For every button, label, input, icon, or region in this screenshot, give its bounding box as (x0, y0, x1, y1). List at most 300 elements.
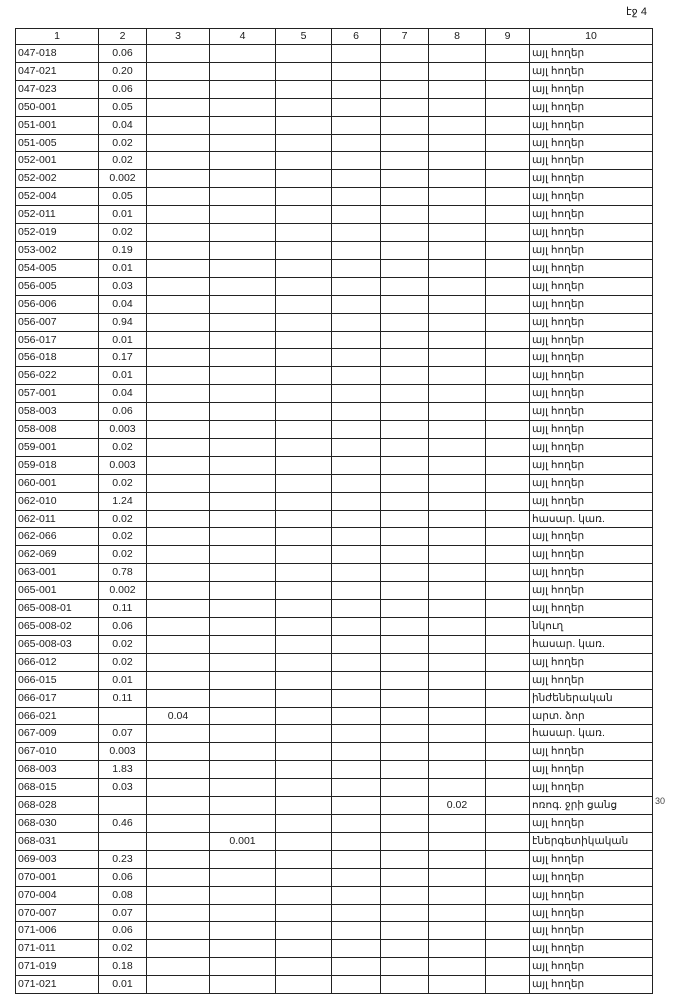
col8-cell (429, 635, 486, 653)
land-type-cell: էներգետիկական (530, 832, 653, 850)
col3-cell (147, 653, 210, 671)
col8-cell (429, 940, 486, 958)
land-type-cell: այլ հողեր (530, 438, 653, 456)
col3-cell (147, 850, 210, 868)
land-type-cell: այլ հողեր (530, 922, 653, 940)
col7-cell (381, 152, 429, 170)
table-row (16, 385, 653, 403)
col3-cell (147, 62, 210, 80)
parcel-code-cell: 071-019 (16, 958, 99, 976)
col9-cell (486, 618, 530, 636)
table-row (16, 152, 653, 170)
area-cell: 0.02 (99, 134, 147, 152)
area-cell: 0.03 (99, 779, 147, 797)
col6-cell (332, 582, 381, 600)
col9-cell (486, 850, 530, 868)
parcel-code-cell: 047-023 (16, 80, 99, 98)
table-row (16, 797, 653, 815)
table-row (16, 474, 653, 492)
col9-cell (486, 224, 530, 242)
col4-cell (210, 653, 276, 671)
table-row (16, 564, 653, 582)
table-row (16, 922, 653, 940)
parcel-code-cell: 068-030 (16, 814, 99, 832)
col7-cell (381, 814, 429, 832)
col5-cell (276, 779, 332, 797)
area-cell (99, 797, 147, 815)
land-type-cell: այլ հողեր (530, 761, 653, 779)
table-row (16, 510, 653, 528)
col9-cell (486, 635, 530, 653)
col6-cell (332, 546, 381, 564)
col7-cell (381, 206, 429, 224)
table-row (16, 80, 653, 98)
col3-cell (147, 832, 210, 850)
col9-cell (486, 116, 530, 134)
parcel-code-cell: 047-021 (16, 62, 99, 80)
col8-cell (429, 868, 486, 886)
area-cell: 0.07 (99, 725, 147, 743)
col5-cell (276, 45, 332, 63)
land-type-cell: այլ հողեր (530, 958, 653, 976)
col5-cell (276, 403, 332, 421)
area-cell: 0.02 (99, 653, 147, 671)
col7-cell (381, 331, 429, 349)
col4-cell (210, 134, 276, 152)
col4-cell (210, 725, 276, 743)
col8-cell (429, 492, 486, 510)
land-type-cell: այլ հողեր (530, 313, 653, 331)
col9-cell (486, 331, 530, 349)
area-cell: 0.01 (99, 976, 147, 994)
col9-cell (486, 886, 530, 904)
col3-cell (147, 582, 210, 600)
col3-cell (147, 456, 210, 474)
col9-cell (486, 940, 530, 958)
col3-cell (147, 438, 210, 456)
col7-cell (381, 976, 429, 994)
parcel-code-cell: 071-011 (16, 940, 99, 958)
parcel-code-cell: 067-010 (16, 743, 99, 761)
col3-cell (147, 814, 210, 832)
col7-cell (381, 259, 429, 277)
col8-cell (429, 241, 486, 259)
col4-cell (210, 331, 276, 349)
col5-cell (276, 832, 332, 850)
col5-cell (276, 170, 332, 188)
col3-cell (147, 295, 210, 313)
page-number: էջ 4 (626, 6, 647, 18)
col6-cell (332, 188, 381, 206)
land-type-cell: այլ հողեր (530, 45, 653, 63)
col6-cell (332, 421, 381, 439)
land-type-cell: այլ հողեր (530, 277, 653, 295)
col9-cell (486, 438, 530, 456)
col3-cell (147, 510, 210, 528)
col4-cell (210, 671, 276, 689)
col4-cell (210, 618, 276, 636)
area-cell: 0.06 (99, 45, 147, 63)
col8-cell: 0.02 (429, 797, 486, 815)
col4-cell (210, 546, 276, 564)
col9-cell (486, 134, 530, 152)
col4-cell (210, 456, 276, 474)
land-type-cell: այլ հողեր (530, 134, 653, 152)
col6-cell (332, 224, 381, 242)
col9-cell (486, 600, 530, 618)
parcel-code-cell: 052-004 (16, 188, 99, 206)
table-row (16, 814, 653, 832)
table-row (16, 367, 653, 385)
col3-cell (147, 976, 210, 994)
col4-cell (210, 349, 276, 367)
land-type-cell: այլ հողեր (530, 474, 653, 492)
area-cell: 0.03 (99, 277, 147, 295)
col4-cell (210, 224, 276, 242)
col8-cell (429, 689, 486, 707)
col8-cell (429, 170, 486, 188)
col3-cell (147, 564, 210, 582)
table-row (16, 940, 653, 958)
col3-cell (147, 689, 210, 707)
land-type-cell: այլ հողեր (530, 367, 653, 385)
col8-cell (429, 707, 486, 725)
col5-cell (276, 134, 332, 152)
col4-cell (210, 385, 276, 403)
col8-cell (429, 367, 486, 385)
col8-cell (429, 510, 486, 528)
area-cell: 0.07 (99, 904, 147, 922)
col5-cell (276, 940, 332, 958)
col5-cell (276, 62, 332, 80)
col9-cell (486, 313, 530, 331)
col3-cell (147, 761, 210, 779)
col6-cell (332, 761, 381, 779)
col9-cell (486, 98, 530, 116)
col6-cell (332, 707, 381, 725)
land-type-cell: արտ. ձոր (530, 707, 653, 725)
parcel-code-cell: 054-005 (16, 259, 99, 277)
table-row (16, 45, 653, 63)
land-type-cell: այլ հողեր (530, 940, 653, 958)
col9-cell (486, 779, 530, 797)
col5-cell (276, 456, 332, 474)
col6-cell (332, 277, 381, 295)
land-type-cell: այլ հողեր (530, 743, 653, 761)
col9-cell (486, 492, 530, 510)
col8-cell (429, 134, 486, 152)
parcel-code-cell: 062-069 (16, 546, 99, 564)
table-row (16, 188, 653, 206)
col4-cell (210, 689, 276, 707)
col3-cell (147, 116, 210, 134)
col4-cell (210, 45, 276, 63)
col3-cell (147, 797, 210, 815)
col3-cell (147, 600, 210, 618)
land-type-cell: այլ հողեր (530, 564, 653, 582)
col8-cell (429, 474, 486, 492)
table-row (16, 62, 653, 80)
col3-cell (147, 134, 210, 152)
col4-cell (210, 922, 276, 940)
col4-cell (210, 779, 276, 797)
land-type-cell: այլ հողեր (530, 421, 653, 439)
col8-cell (429, 618, 486, 636)
col3-cell (147, 868, 210, 886)
col9-cell (486, 814, 530, 832)
col9-cell (486, 403, 530, 421)
col7-cell (381, 958, 429, 976)
area-cell: 0.003 (99, 421, 147, 439)
area-cell: 0.05 (99, 188, 147, 206)
col6-cell (332, 904, 381, 922)
col6-cell (332, 653, 381, 671)
margin-mark: 30 (655, 796, 666, 806)
area-cell: 0.11 (99, 600, 147, 618)
col5-cell (276, 546, 332, 564)
col9-cell (486, 385, 530, 403)
col5-cell (276, 116, 332, 134)
area-cell: 0.06 (99, 868, 147, 886)
land-type-cell: հասար. կառ. (530, 510, 653, 528)
col5-cell (276, 725, 332, 743)
col5-cell (276, 349, 332, 367)
col9-cell (486, 671, 530, 689)
col7-cell (381, 367, 429, 385)
col3-cell (147, 940, 210, 958)
col5-cell (276, 98, 332, 116)
col7-cell (381, 546, 429, 564)
col7-cell (381, 295, 429, 313)
col6-cell (332, 779, 381, 797)
col5-cell (276, 689, 332, 707)
col4-cell (210, 295, 276, 313)
column-header: 7 (381, 29, 429, 45)
col6-cell (332, 456, 381, 474)
col6-cell (332, 80, 381, 98)
table-row (16, 725, 653, 743)
land-type-cell: այլ հողեր (530, 779, 653, 797)
col8-cell (429, 832, 486, 850)
land-type-cell: հասար. կառ. (530, 725, 653, 743)
table-row (16, 313, 653, 331)
col9-cell (486, 277, 530, 295)
col5-cell (276, 438, 332, 456)
col7-cell (381, 689, 429, 707)
col4-cell (210, 600, 276, 618)
col5-cell (276, 671, 332, 689)
parcel-code-cell: 068-015 (16, 779, 99, 797)
col5-cell (276, 976, 332, 994)
col5-cell (276, 510, 332, 528)
col8-cell (429, 80, 486, 98)
table-row (16, 600, 653, 618)
land-type-cell: այլ հողեր (530, 671, 653, 689)
col7-cell (381, 313, 429, 331)
col6-cell (332, 45, 381, 63)
area-cell: 0.46 (99, 814, 147, 832)
area-cell: 0.06 (99, 922, 147, 940)
parcel-code-cell: 065-008-01 (16, 600, 99, 618)
col7-cell (381, 832, 429, 850)
parcel-code-cell: 070-001 (16, 868, 99, 886)
col6-cell (332, 116, 381, 134)
area-cell: 0.02 (99, 152, 147, 170)
col5-cell (276, 814, 332, 832)
table-row (16, 421, 653, 439)
parcel-code-cell: 065-008-03 (16, 635, 99, 653)
land-type-cell: այլ հողեր (530, 814, 653, 832)
col8-cell (429, 206, 486, 224)
land-type-cell: այլ հողեր (530, 206, 653, 224)
parcel-code-cell: 063-001 (16, 564, 99, 582)
parcel-code-cell: 056-017 (16, 331, 99, 349)
col9-cell (486, 958, 530, 976)
col7-cell (381, 564, 429, 582)
parcel-code-cell: 052-019 (16, 224, 99, 242)
col6-cell (332, 976, 381, 994)
parcel-code-cell: 069-003 (16, 850, 99, 868)
col9-cell (486, 206, 530, 224)
col7-cell (381, 403, 429, 421)
col8-cell (429, 761, 486, 779)
col4-cell (210, 510, 276, 528)
col8-cell (429, 349, 486, 367)
col7-cell (381, 385, 429, 403)
col9-cell (486, 725, 530, 743)
parcel-code-cell: 052-001 (16, 152, 99, 170)
col8-cell (429, 904, 486, 922)
col5-cell (276, 797, 332, 815)
column-header: 8 (429, 29, 486, 45)
col3-cell (147, 635, 210, 653)
table-row (16, 958, 653, 976)
col4-cell (210, 850, 276, 868)
col9-cell (486, 707, 530, 725)
col6-cell (332, 743, 381, 761)
col4-cell (210, 259, 276, 277)
col7-cell (381, 743, 429, 761)
area-cell: 0.04 (99, 385, 147, 403)
col9-cell (486, 188, 530, 206)
col4-cell (210, 277, 276, 295)
area-cell: 0.04 (99, 116, 147, 134)
col4-cell (210, 241, 276, 259)
parcel-code-cell: 062-010 (16, 492, 99, 510)
col3-cell (147, 98, 210, 116)
col7-cell (381, 528, 429, 546)
col6-cell (332, 385, 381, 403)
parcel-code-cell: 051-001 (16, 116, 99, 134)
col3-cell (147, 152, 210, 170)
col3-cell (147, 313, 210, 331)
col9-cell (486, 743, 530, 761)
col6-cell (332, 331, 381, 349)
area-cell: 1.83 (99, 761, 147, 779)
area-cell: 0.02 (99, 510, 147, 528)
parcel-code-cell: 056-007 (16, 313, 99, 331)
table-row (16, 98, 653, 116)
parcel-code-cell: 065-001 (16, 582, 99, 600)
col7-cell (381, 188, 429, 206)
col9-cell (486, 474, 530, 492)
col8-cell (429, 653, 486, 671)
area-cell: 0.20 (99, 62, 147, 80)
col4-cell (210, 438, 276, 456)
col7-cell (381, 116, 429, 134)
col4-cell (210, 976, 276, 994)
col5-cell (276, 743, 332, 761)
col5-cell (276, 618, 332, 636)
col4-cell (210, 886, 276, 904)
col8-cell (429, 743, 486, 761)
col8-cell (429, 850, 486, 868)
col5-cell (276, 474, 332, 492)
parcel-code-cell: 058-008 (16, 421, 99, 439)
area-cell: 0.02 (99, 940, 147, 958)
table-row (16, 707, 653, 725)
table-row (16, 653, 653, 671)
parcel-code-cell: 050-001 (16, 98, 99, 116)
col3-cell (147, 403, 210, 421)
col5-cell (276, 241, 332, 259)
col6-cell (332, 98, 381, 116)
col4-cell (210, 635, 276, 653)
table-row (16, 528, 653, 546)
land-type-cell: այլ հողեր (530, 976, 653, 994)
col7-cell (381, 349, 429, 367)
land-type-cell: այլ հողեր (530, 170, 653, 188)
col3-cell (147, 421, 210, 439)
col5-cell (276, 331, 332, 349)
col7-cell (381, 277, 429, 295)
col6-cell (332, 170, 381, 188)
col9-cell (486, 152, 530, 170)
col8-cell (429, 98, 486, 116)
col9-cell (486, 689, 530, 707)
col7-cell (381, 456, 429, 474)
col3-cell (147, 725, 210, 743)
land-type-cell: այլ հողեր (530, 116, 653, 134)
parcel-code-cell: 067-009 (16, 725, 99, 743)
col7-cell (381, 797, 429, 815)
col9-cell (486, 367, 530, 385)
col9-cell (486, 295, 530, 313)
col8-cell (429, 188, 486, 206)
land-type-cell: հասար. կառ. (530, 635, 653, 653)
column-header: 4 (210, 29, 276, 45)
col6-cell (332, 403, 381, 421)
land-type-cell: այլ հողեր (530, 653, 653, 671)
parcel-code-cell: 060-001 (16, 474, 99, 492)
col9-cell (486, 653, 530, 671)
parcel-code-cell: 068-028 (16, 797, 99, 815)
parcel-code-cell: 056-018 (16, 349, 99, 367)
parcel-code-cell: 070-007 (16, 904, 99, 922)
col5-cell (276, 492, 332, 510)
col3-cell (147, 188, 210, 206)
col3-cell (147, 958, 210, 976)
header-row (16, 29, 653, 45)
area-cell: 0.19 (99, 241, 147, 259)
col6-cell (332, 600, 381, 618)
col4-cell (210, 206, 276, 224)
col9-cell (486, 564, 530, 582)
col5-cell (276, 80, 332, 98)
col8-cell (429, 546, 486, 564)
col3-cell (147, 546, 210, 564)
land-type-cell: այլ հողեր (530, 80, 653, 98)
